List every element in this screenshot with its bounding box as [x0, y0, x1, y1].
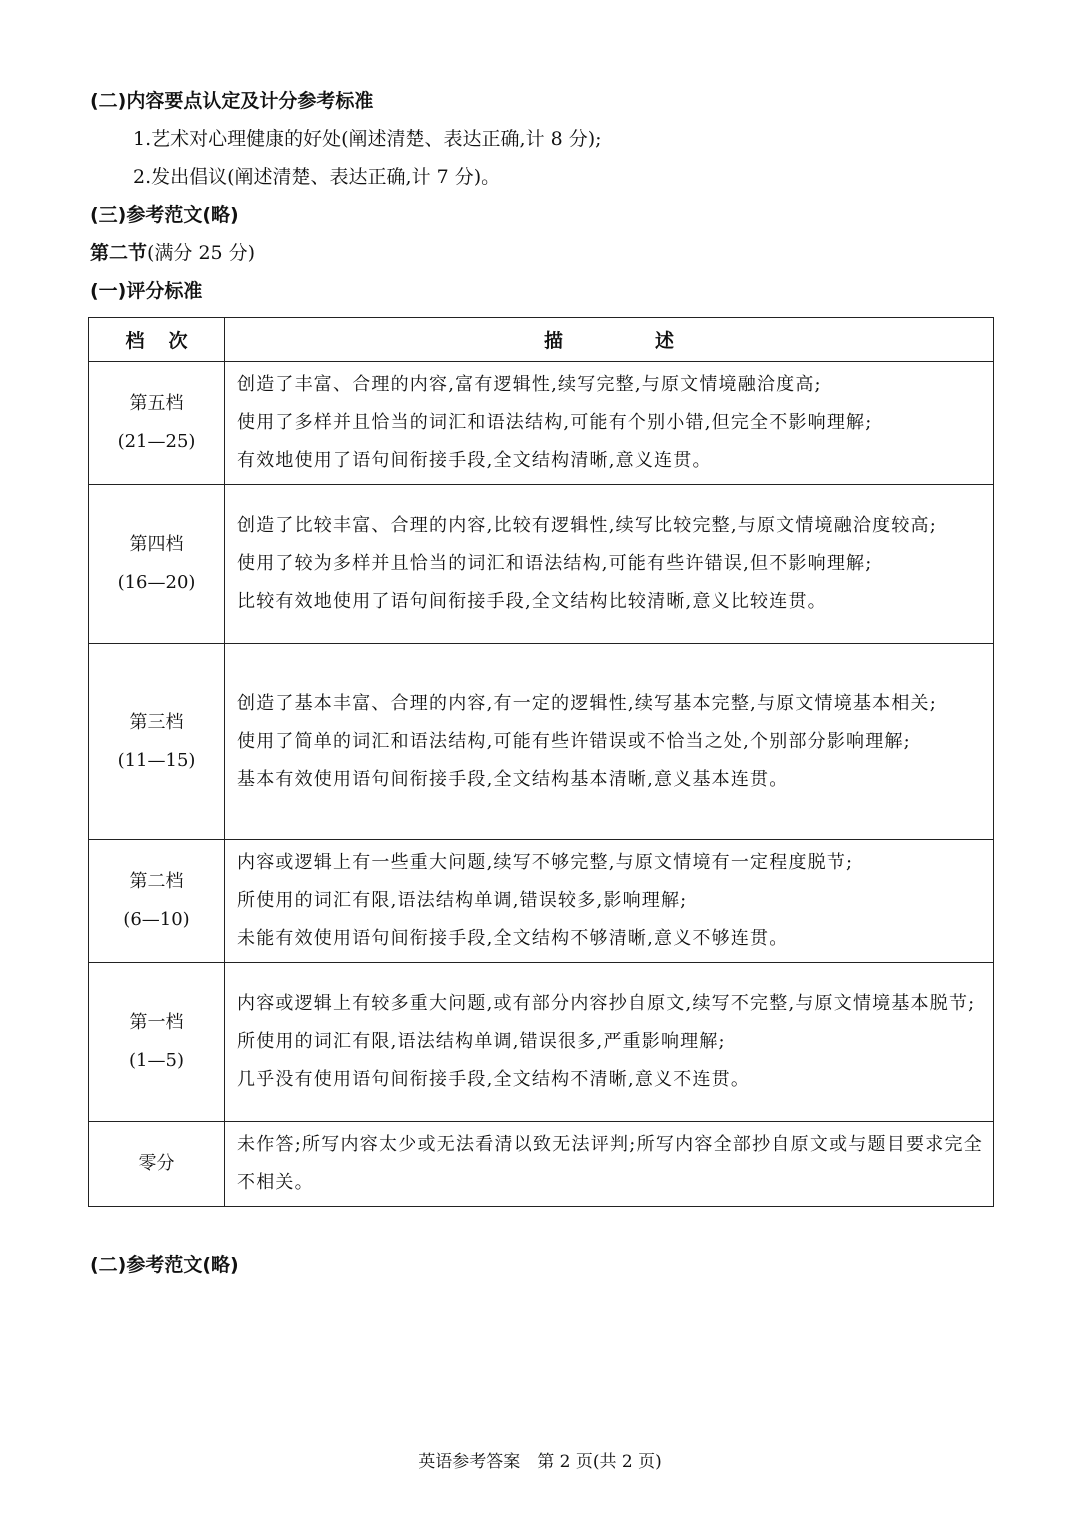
part-two-title-line	[90, 240, 255, 266]
level-range: (16—20)	[117, 572, 196, 593]
level-name: 第五档	[129, 393, 184, 414]
level-range: (1—5)	[129, 1050, 184, 1071]
description-line: 创造了基本丰富、合理的内容,有一定的逻辑性,续写基本完整,与原文情境基本相关;	[237, 692, 938, 714]
description-line: 创造了丰富、合理的内容,富有逻辑性,续写完整,与原文情境融洽度高;	[237, 374, 822, 395]
level-cell	[89, 1122, 225, 1207]
description-cell	[225, 963, 994, 1122]
description-line: 内容或逻辑上有一些重大问题,续写不够完整,与原文情境有一定程度脱节;	[237, 852, 854, 873]
description-cell	[225, 1122, 994, 1207]
sample-essay-heading: (三)参考范文(略)	[90, 204, 239, 226]
description-line: 内容或逻辑上有较多重大问题,或有部分内容抄自原文,续写不完整,与原文情境基本脱节;	[237, 993, 976, 1014]
description-line: 比较有效地使用了语句间衔接手段,全文结构比较清晰,意义比较连贯。	[237, 591, 827, 612]
description-line: 有效地使用了语句间衔接手段,全文结构清晰,意义连贯。	[237, 450, 712, 471]
level-range: (11—15)	[117, 749, 196, 771]
content-point-2: 2.发出倡议(阐述清楚、表达正确,计 7 分)。	[133, 166, 501, 188]
description-line: 使用了较为多样并且恰当的词汇和语法结构,可能有些许错误,但不影响理解;	[237, 553, 873, 574]
description-line: 所使用的词汇有限,语法结构单调,错误很多,严重影响理解;	[237, 1031, 726, 1052]
level-range: (6—10)	[123, 909, 190, 930]
scoring-criteria-table	[88, 317, 994, 1207]
table-row	[89, 485, 994, 644]
description-line: 创造了比较丰富、合理的内容,比较有逻辑性,续写比较完整,与原文情境融洽度较高;	[237, 515, 938, 536]
description-line: 使用了多样并且恰当的词汇和语法结构,可能有个别小错,但完全不影响理解;	[237, 412, 873, 433]
table-row	[89, 1122, 994, 1207]
description-cell	[225, 362, 994, 485]
level-cell	[89, 485, 225, 644]
content-points-heading: (二)内容要点认定及计分参考标准	[90, 90, 374, 112]
level-column-header: 档次	[89, 318, 225, 362]
part-two-title: 第二节	[90, 242, 148, 264]
level-name: 第一档	[129, 1012, 184, 1033]
description-line: 未作答;所写内容太少或无法看清以致无法评判;所写内容全部抄自原文或与题目要求完全不相关。	[237, 1134, 983, 1193]
description-cell	[225, 644, 994, 840]
description-line: 使用了简单的词汇和语法结构,可能有些许错误或不恰当之处,个别部分影响理解;	[237, 730, 911, 752]
scoring-criteria-heading: (一)评分标准	[90, 280, 203, 302]
part-two-score: (满分 25 分)	[147, 242, 256, 264]
level-cell	[89, 963, 225, 1122]
level-cell	[89, 840, 225, 963]
description-cell	[225, 485, 994, 644]
level-name: 零分	[138, 1153, 175, 1174]
description-line: 所使用的词汇有限,语法结构单调,错误较多,影响理解;	[237, 890, 688, 911]
page-footer: 英语参考答案 第 2 页(共 2 页)	[418, 1452, 662, 1472]
level-name: 第二档	[129, 871, 184, 892]
level-cell	[89, 362, 225, 485]
scoring-table-wrapper	[88, 317, 993, 1207]
level-cell	[89, 644, 225, 840]
content-point-1: 1.艺术对心理健康的好处(阐述清楚、表达正确,计 8 分);	[133, 128, 602, 150]
level-name: 第四档	[129, 534, 184, 555]
part-two-sample-heading: (二)参考范文(略)	[90, 1254, 239, 1276]
description-line: 基本有效使用语句间衔接手段,全文结构基本清晰,意义基本连贯。	[237, 768, 789, 790]
level-range: (21—25)	[117, 431, 196, 452]
table-row	[89, 963, 994, 1122]
table-row	[89, 644, 994, 840]
description-line: 几乎没有使用语句间衔接手段,全文结构不清晰,意义不连贯。	[237, 1069, 751, 1090]
table-row	[89, 362, 994, 485]
description-cell	[225, 840, 994, 963]
table-row	[89, 840, 994, 963]
table-header-row	[89, 318, 994, 362]
description-line: 未能有效使用语句间衔接手段,全文结构不够清晰,意义不够连贯。	[237, 928, 789, 949]
description-column-header: 描述	[225, 318, 994, 362]
level-name: 第三档	[129, 711, 184, 733]
